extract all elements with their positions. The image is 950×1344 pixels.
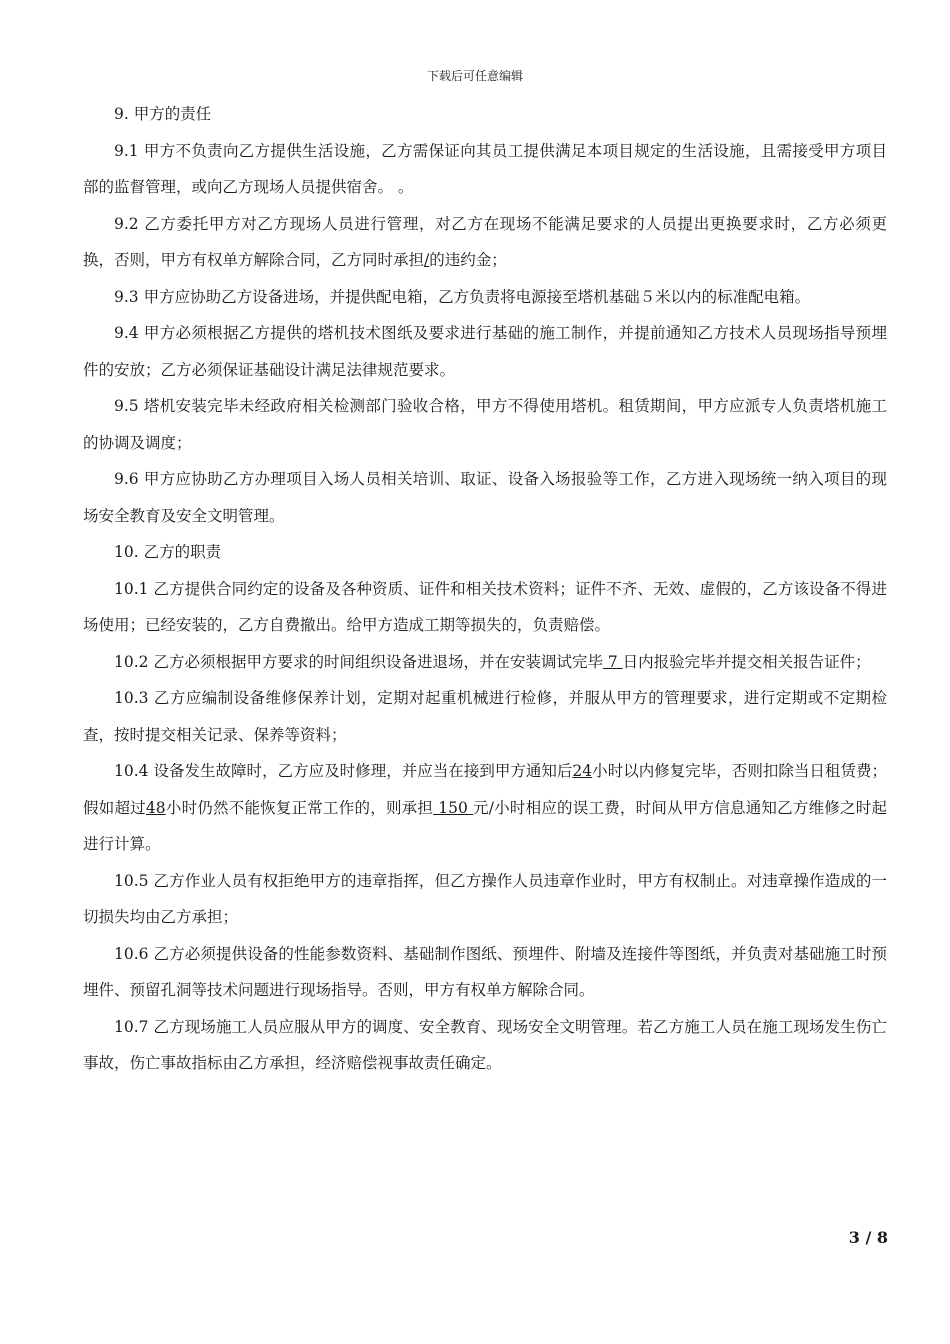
days-blank: 7: [602, 652, 623, 671]
header-note: 下载后可任意编辑: [426, 69, 523, 83]
clause-10-7: 10.7 乙方现场施工人员应服从甲方的调度、安全教育、现场安全文明管理。若乙方施工人员在施工现场发生伤亡事故，伤亡事故指标由乙方承担，经济赔偿视事故责任确定。: [83, 1017, 887, 1072]
section-9-title: 9. 甲方的责任: [114, 105, 212, 123]
repair-hours-blank: 24: [572, 762, 593, 780]
hourly-fee-blank: 150: [433, 798, 473, 817]
penalty-blank: /: [424, 251, 430, 269]
clause-9-5: 9.5 塔机安装完毕未经政府相关检测部门验收合格，甲方不得使用塔机。租赁期间，甲方应派专人负责塔机施工的协调及调度；: [83, 397, 887, 452]
clause-10-2: 10.2 乙方必须根据甲方要求的时间组织设备进退场，并在安装调试完毕 7 日内报验完毕并提交相关报告证件；: [114, 652, 871, 671]
clause-9-6: 9.6 甲方应协助乙方办理项目入场人员相关培训、取证、设备入场报验等工作，乙方进入现场统一纳入项目的现场安全教育及安全文明管理。: [83, 470, 887, 525]
clause-9-4: 9.4 甲方必须根据乙方提供的塔机技术图纸及要求进行基础的施工制作，并提前通知乙方技术人员现场指导预埋件的安放；乙方必须保证基础设计满足法律规范要求。: [83, 324, 887, 379]
document-body: [83, 96, 887, 1082]
clause-10-6: 10.6 乙方必须提供设备的性能参数资料、基础制作图纸、预埋件、附墙及连接件等图纸，并负责对基础施工时预埋件、预留孔洞等技术问题进行现场指导。否则，甲方有权单方解除合同。: [83, 944, 887, 999]
clause-9-2: 9.2 乙方委托甲方对乙方现场人员进行管理，对乙方在现场不能满足要求的人员提出更换要求时，乙方必须更换，否则，甲方有权单方解除合同，乙方同时承担/的违约金；: [83, 214, 887, 269]
clause-9-1: 9.1 甲方不负责向乙方提供生活设施，乙方需保证向其员工提供满足本项目规定的生活设施，且需接受甲方项目部的监督管理，或向乙方现场人员提供宿舍。 。: [83, 141, 887, 196]
clause-10-1: 10.1 乙方提供合同约定的设备及各种资质、证件和相关技术资料；证件不齐、无效、虚假的，乙方该设备不得进场使用；已经安装的，乙方自费撤出。给甲方造成工期等损失的，负责赔偿。: [83, 579, 887, 634]
clause-10-3: 10.3 乙方应编制设备维修保养计划，定期对起重机械进行检修，并服从甲方的管理要求，进行定期或不定期检查，按时提交相关记录、保养等资料；: [83, 689, 887, 744]
max-hours-blank: 48: [145, 798, 166, 817]
section-10-title: 10. 乙方的职责: [114, 543, 222, 561]
clause-10-5: 10.5 乙方作业人员有权拒绝甲方的违章指挥，但乙方操作人员违章作业时，甲方有权制止。对违章操作造成的一切损失均由乙方承担；: [83, 871, 887, 926]
clause-9-3: 9.3 甲方应协助乙方设备进场，并提供配电箱，乙方负责将电源接至塔机基础５米以内的标准配电箱。: [114, 287, 811, 306]
clause-10-4: 10.4 设备发生故障时，乙方应及时修理，并应当在接到甲方通知后24小时以内修复完毕，否则扣除当日租赁费；假如超过48小时仍然不能恢复正常工作的，则承担 150 元/小时相应的误工费，时间从甲方信息通知乙方维修之时起进行计算。: [83, 762, 887, 853]
page-number: 3 / 8: [848, 1228, 888, 1247]
